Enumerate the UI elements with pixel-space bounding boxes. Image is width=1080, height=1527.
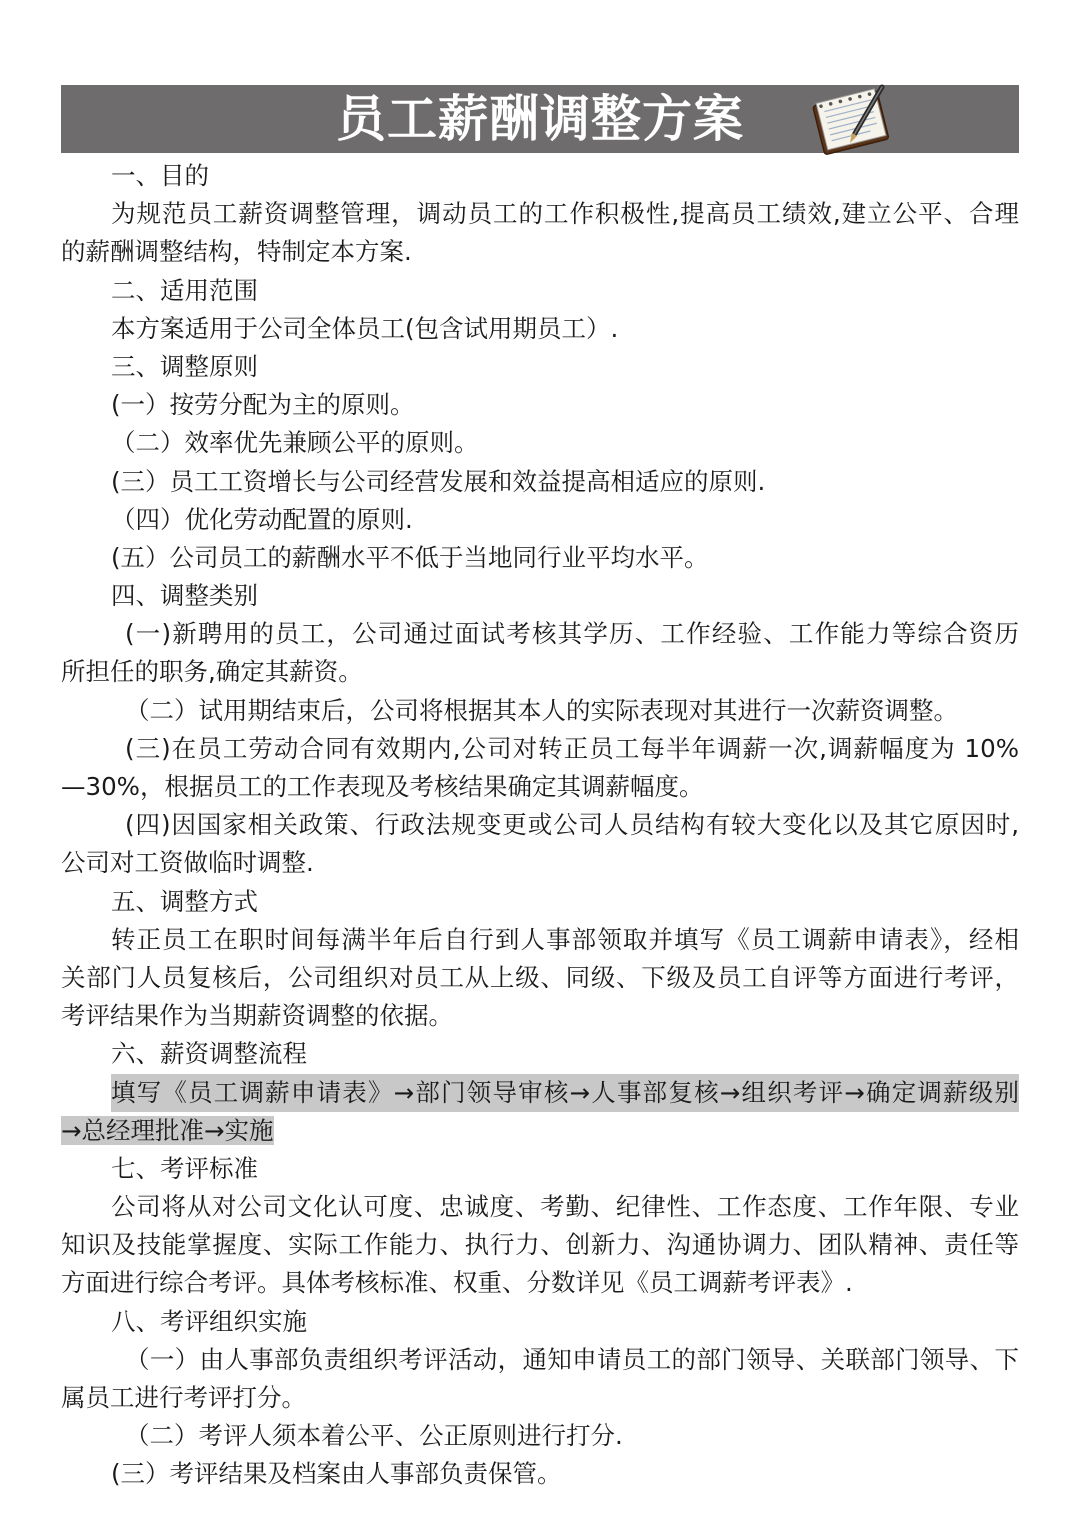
list-item: (三）考评结果及档案由人事部负责保管。 xyxy=(111,1459,562,1489)
list-item: (三）员工工资增长与公司经营发展和效益提高相适应的原则. xyxy=(111,466,766,496)
list-item-continuation: 属员工进行考评打分。 xyxy=(61,1383,306,1412)
list-item: （二）试用期结束后，公司将根据其本人的实际表现对其进行一次薪资调整。 xyxy=(125,695,958,725)
section-heading: 七、考评标准 xyxy=(111,1153,258,1183)
list-item-continuation: —30%，根据员工的工作表现及考核结果确定其调薪幅度。 xyxy=(61,772,704,801)
list-item: (四)因国家相关政策、行政法规变更或公司人员结构有较大变化以及其它原因时, xyxy=(125,810,1019,840)
paragraph-line: 为规范员工薪资调整管理，调动员工的工作积极性,提高员工绩效,建立公平、合理 xyxy=(111,199,1019,229)
list-item: （四）优化劳动配置的原则. xyxy=(111,504,413,534)
paragraph-line: 本方案适用于公司全体员工(包含试用期员工）. xyxy=(111,313,619,343)
flow-line xyxy=(61,1112,1019,1150)
paragraph-line: 考评结果作为当期薪资调整的依据。 xyxy=(61,1001,453,1031)
list-item: （一）由人事部负责组织考评活动，通知申请员工的部门领导、关联部门领导、下 xyxy=(125,1344,1019,1374)
list-item-continuation: 公司对工资做临时调整. xyxy=(61,848,314,878)
section-heading: 四、调整类别 xyxy=(111,581,258,611)
list-item: （二）考评人须本着公平、公正原则进行打分. xyxy=(125,1421,623,1451)
paragraph-line: 方面进行综合考评。具体考核标准、权重、分数详见《员工调薪考评表》. xyxy=(61,1268,853,1298)
section-heading: 五、调整方式 xyxy=(111,886,258,916)
section-heading: 八、考评组织实施 xyxy=(111,1306,307,1336)
section-heading: 二、适用范围 xyxy=(111,275,258,305)
paragraph-line: 转正员工在职时间每满半年后自行到人事部领取并填写《员工调薪申请表》，经相 xyxy=(111,924,1019,954)
list-item: (一）按劳分配为主的原则。 xyxy=(111,390,415,420)
paragraph-line: 的薪酬调整结构，特制定本方案. xyxy=(61,237,412,267)
paragraph-line: 知识及技能掌握度、实际工作能力、执行力、创新力、沟通协调力、团队精神、责任等 xyxy=(61,1230,1019,1260)
paragraph-line: 关部门人员复核后，公司组织对员工从上级、同级、下级及员工自评等方面进行考评， xyxy=(61,962,1019,992)
process-flow-text: 填写《员工调薪申请表》→部门领导审核→人事部复核→组织考评→确定调薪级别 xyxy=(111,1074,1019,1112)
list-item: (三)在员工劳动合同有效期内,公司对转正员工每半年调薪一次,调薪幅度为 10% xyxy=(125,733,1019,763)
list-item: (一)新聘用的员工，公司通过面试考核其学历、工作经验、工作能力等综合资历 xyxy=(125,619,1019,649)
paragraph-line: 公司将从对公司文化认可度、忠诚度、考勤、纪律性、工作态度、工作年限、专业 xyxy=(111,1192,1019,1222)
section-heading: 六、薪资调整流程 xyxy=(111,1039,307,1069)
list-item-continuation: 所担任的职务,确定其薪资。 xyxy=(61,657,363,687)
list-item: (五）公司员工的薪酬水平不低于当地同行业平均水平。 xyxy=(111,542,709,572)
section-heading: 一、目的 xyxy=(111,161,209,190)
document-title: 员工薪酬调整方案 xyxy=(336,90,744,148)
process-flow-text: →总经理批准→实施 xyxy=(61,1115,274,1145)
list-item: （二）效率优先兼顾公平的原则。 xyxy=(111,428,479,458)
flow-line xyxy=(61,1074,1019,1112)
section-heading: 三、调整原则 xyxy=(111,351,258,381)
notebook-pen-icon xyxy=(808,83,898,155)
document-body xyxy=(61,157,1019,1494)
